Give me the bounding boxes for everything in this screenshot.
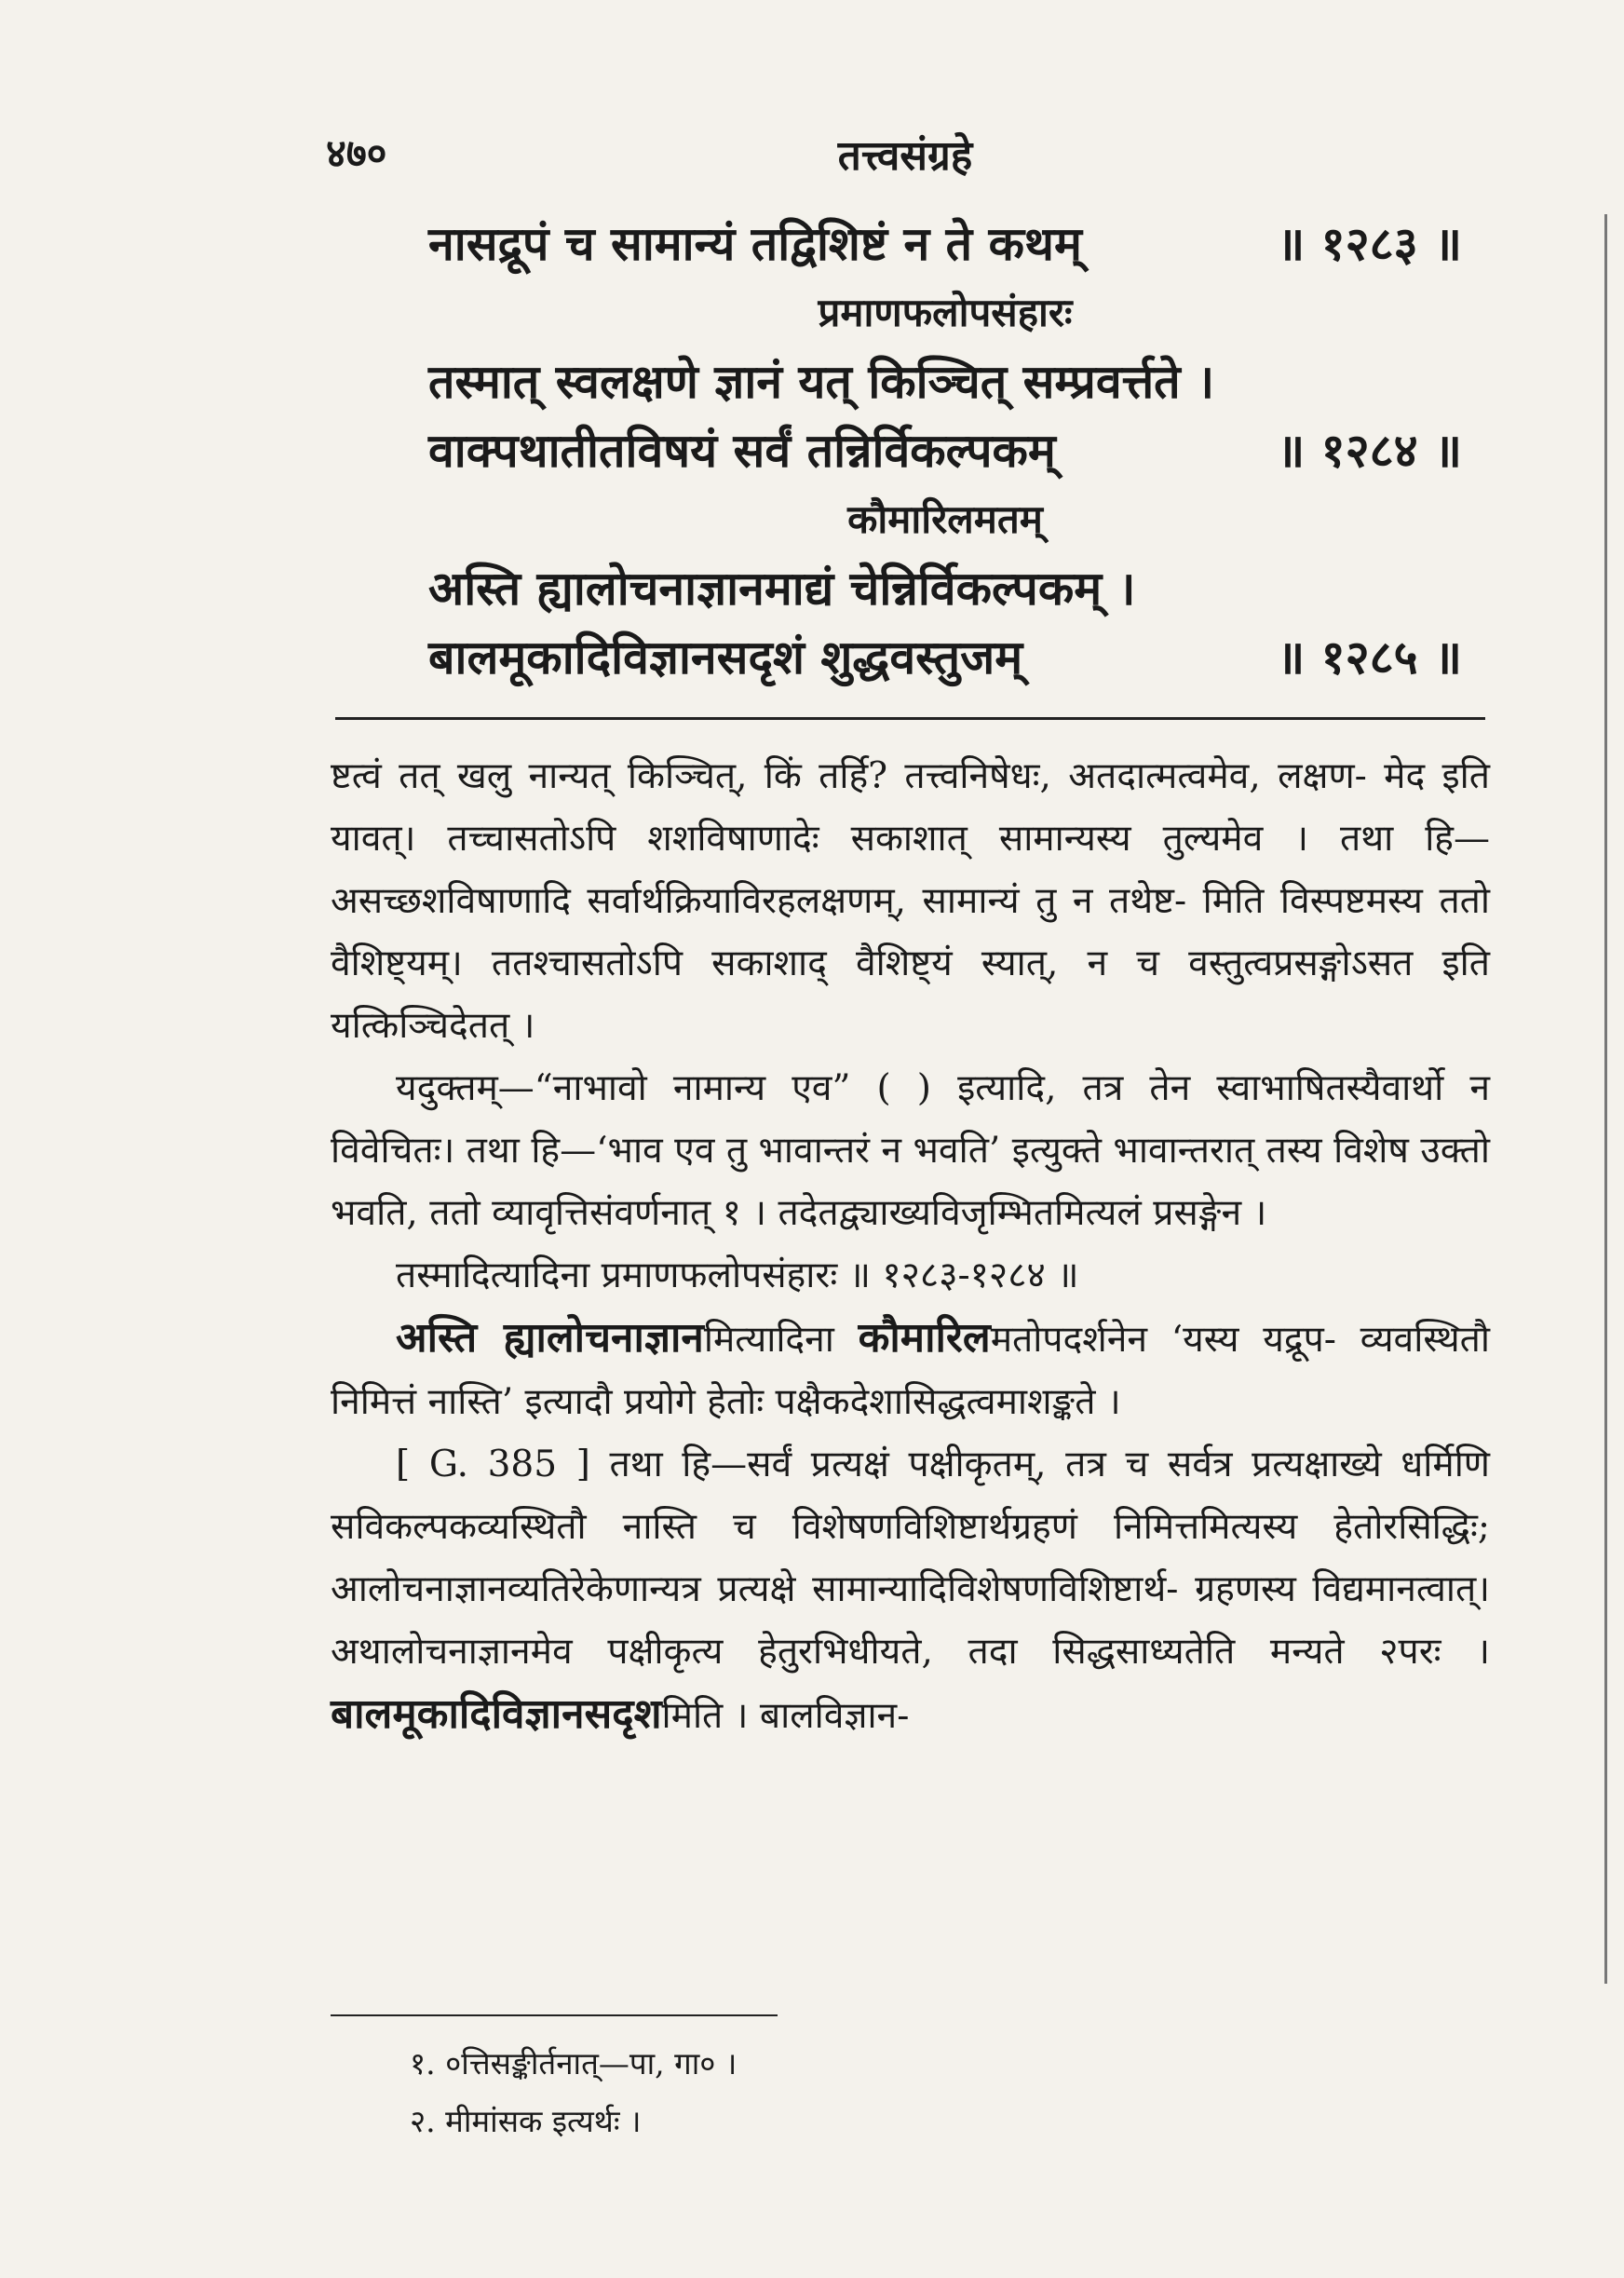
lemma-text: बालमूकादिविज्ञानसदृश [331,1690,662,1738]
paragraph-text: [ G. 385 ] तथा हि—सर्वं प्रत्यक्षं पक्षीकृतम्, तत्र च सर्वत्र प्रत्यक्षाख्ये धर्मिणि सविकल्पकव्यस्थितौ नास्ति च विशेषणविशिष्टार्थग्रहणं निमित्तमित्यस्य हेतोरसिद्धिः; आलोचनाज्ञानव्यतिरेकेणान्यत्र प्रत्यक्षे सामान्यादिविशेषणविशिष्टार्थ- ग्रहणस्य विद्यमानत्वात्। अथालोचनाज्ञानमेव पक्षीकृत्य हेतुरभिधीयते, तदा सिद्धसाध्यतेति मन्यते २परः । [331,1444,1490,1673]
verse-text: तस्मात् स्वलक्षणे ज्ञानं यत् किञ्चित् सम्प्रवर्त्तते । [428,354,1215,409]
paragraph-text: मित्यादिना [703,1319,859,1361]
paragraph-text: तस्मादित्यादिना प्रमाणफलोपसंहारः ॥ १२८३-१२८४ ॥ [396,1254,1079,1296]
verse-line [428,623,1462,692]
paragraph-text: यदुक्तम्—“नाभावो नामान्य एव” ( ) इत्यादि, तत्र तेन स्वाभाषितस्यैवार्थो न विवेचितः। तथा हि—‘भाव एव तु भावान्तरं न भवति’ इत्युक्ते भावान्तरात् तस्य विशेष उक्तो भवति, ततो व्यावृत्तिसंवर्णनात् १ । तदेतद्व्याख्यविजृम्भितमित्यलं प्रसङ्गेन । [331,1067,1490,1234]
page-header [326,126,1484,182]
verse-text: अस्ति ह्यालोचनाज्ञानमाद्यं चेन्निर्विकल्पकम् । [428,561,1136,616]
running-title: तत्त्वसंग्रहे [837,132,973,180]
commentary-paragraph [331,1307,1490,1433]
commentary-paragraph [331,745,1490,1057]
footnote: २. मीमांसक इत्यर्थः । [410,2103,642,2139]
verse-text: वाक्पथातीतविषयं सर्वं तन्निर्विकल्पकम् [428,423,1056,478]
verse-number: ॥ १२८५ ॥ [1277,630,1462,685]
page-number: ४७० [326,130,387,176]
verse-line [428,347,1462,416]
commentary-paragraph [331,1433,1490,1747]
footnotes [410,2035,1248,2150]
commentary-text [331,745,1490,1747]
commentary-paragraph [331,1244,1490,1307]
verse-text: नासद्रूपं च सामान्यं तद्विशिष्टं न ते कथम् [428,216,1082,271]
lemma-text: अस्ति ह्यालोचनाज्ञान [396,1314,704,1362]
commentary-paragraph [331,1057,1490,1244]
verse-number: ॥ १२८३ ॥ [1277,216,1462,271]
verse-number: ॥ १२८४ ॥ [1277,423,1462,478]
lemma-text: कौमारिल [858,1314,991,1362]
verse-line [428,210,1462,278]
verse-commentary-divider [335,717,1485,720]
verse-block [428,210,1462,692]
page-edge-mark [1604,214,1607,1984]
section-heading: कौमारिलमतम् [847,496,1043,542]
footnote: १. ०त्तिसङ्कीर्तनात्—पा, गा० । [410,2045,738,2081]
verse-text: बालमूकादिविज्ञानसदृशं शुद्धवस्तुजम् [428,630,1023,685]
footnote-divider [331,2014,778,2016]
paragraph-text: मतोपदर्शनेन ‘यस्य यद्रूप- व्यवस्थितौ निमित्तं नास्ति’ इत्यादौ प्रयोगे हेतोः पक्षैकदेशासिद्धत्वमाशङ्कते । [331,1319,1490,1423]
verse-line [428,554,1462,623]
section-heading: प्रमाणफलोपसंहारः [818,290,1073,335]
verse-line [428,416,1462,485]
paragraph-text: ष्टत्वं तत् खलु नान्यत् किञ्चित्, किं तर्हि? तत्त्वनिषेधः, अतदात्मत्वमेव, लक्षण- मेद इति यावत्। तच्चासतोऽपि शशविषाणादेः सकाशात् सामान्यस्य तुल्यमेव । तथा हि—असच्छशविषाणादि सर्वार्थक्रियाविरहलक्षणम्, सामान्यं तु न तथेष्ट- मिति विस्पष्टमस्य ततो वैशिष्ट्यम्। ततश्चासतोऽपि सकाशाद् वैशिष्ट्यं स्यात्, न च वस्तुत्वप्रसङ्गोऽसत इति यत्किञ्चिदेतत् । [331,755,1490,1047]
paragraph-text: मिति । बालविज्ञान- [661,1695,910,1737]
